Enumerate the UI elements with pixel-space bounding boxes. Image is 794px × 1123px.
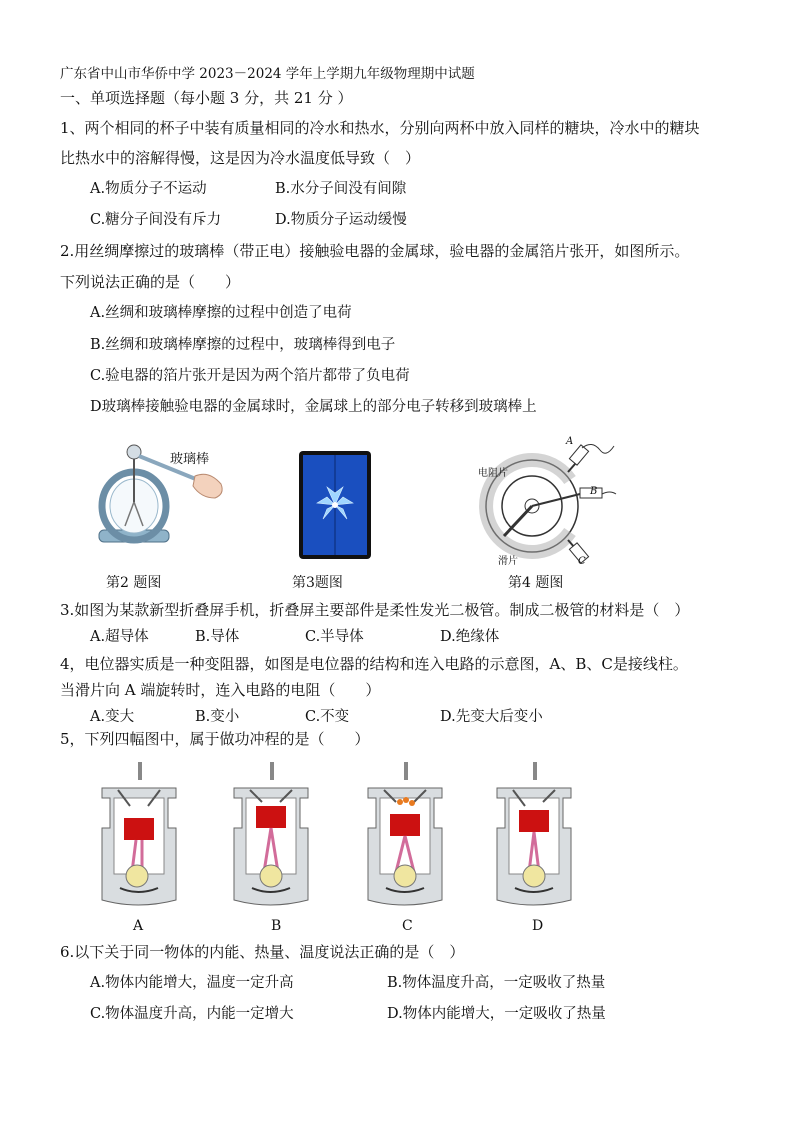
q1-stem-line2: 比热水中的溶解得慢，这是因为冷水温度低导致（ ） (60, 149, 421, 167)
q6-option-d: D.物体内能增大，一定吸收了热量 (387, 1006, 606, 1022)
section-heading: 一、单项选择题（每小题 3 分，共 21 分 ） (60, 89, 353, 107)
q4-option-c: C.不变 (305, 709, 350, 725)
figure-foldable-phone (297, 449, 373, 561)
q2-stem-line2: 下列说法正确的是（ ） (60, 273, 241, 291)
engine-diagram-c (366, 760, 444, 908)
terminal-c-label: C (578, 556, 586, 567)
q3-option-c: C.半导体 (305, 629, 364, 645)
slider-label: 滑片 (498, 556, 518, 567)
q1-option-b: B.水分子间没有间隙 (275, 181, 407, 197)
q1-option-a: A.物质分子不运动 (90, 181, 207, 197)
q6-option-b: B.物体温度升高，一定吸收了热量 (387, 975, 606, 991)
q4-stem-line1: 4，电位器实质是一种变阻器，如图是电位器的结构和连入电路的示意图，A、B、C是接线柱。 (60, 655, 688, 673)
q2-stem-line1: 2.用丝绸摩擦过的玻璃棒（带正电）接触验电器的金属球，验电器的金属箔片张开，如图所示。 (60, 242, 690, 260)
figure-potentiometer (470, 428, 620, 568)
q4-stem-line2: 当滑片向 A 端旋转时，连入电路的电阻（ ） (60, 681, 381, 699)
q4-option-b: B.变小 (195, 709, 240, 725)
caption-fig2: 第2 题图 (106, 575, 162, 591)
q6-option-a: A.物体内能增大，温度一定升高 (90, 975, 294, 991)
q6-option-c: C.物体温度升高，内能一定增大 (90, 1006, 294, 1022)
terminal-b-label: B (590, 486, 598, 497)
resistor-sheet-label: 电阻片 (478, 468, 508, 479)
q1-option-d: D.物质分子运动缓慢 (275, 212, 407, 228)
q1-stem-line1: 1、两个相同的杯子中装有质量相同的冷水和热水，分别向两杯中放入同样的糖块，冷水中的糖块 (60, 119, 700, 137)
q3-stem: 3.如图为某款新型折叠屏手机，折叠屏主要部件是柔性发光二极管。制成二极管的材料是（ ） (60, 601, 690, 619)
engine-label-b: B (271, 918, 282, 934)
q3-option-d: D.绝缘体 (440, 629, 500, 645)
engine-label-c: C (402, 918, 413, 934)
engine-diagram-b (232, 760, 310, 908)
q2-option-c: C.验电器的箔片张开是因为两个箔片都带了负电荷 (90, 368, 410, 384)
q2-option-d: D玻璃棒接触验电器的金属球时，金属球上的部分电子转移到玻璃棒上 (90, 399, 537, 415)
engine-diagram-d (495, 760, 573, 908)
q6-stem: 6.以下关于同一物体的内能、热量、温度说法正确的是（ ） (60, 943, 465, 961)
engine-diagram-a (100, 760, 178, 908)
q4-option-a: A.变大 (90, 709, 135, 725)
engine-label-a: A (133, 918, 144, 934)
glass-rod-label: 玻璃棒 (170, 452, 210, 467)
q2-option-a: A.丝绸和玻璃棒摩擦的过程中创造了电荷 (90, 305, 352, 321)
q1-option-c: C.糖分子间没有斥力 (90, 212, 222, 228)
q4-option-d: D.先变大后变小 (440, 709, 543, 725)
q2-option-b: B.丝绸和玻璃棒摩擦的过程中，玻璃棒得到电子 (90, 337, 396, 353)
q3-option-b: B.导体 (195, 629, 240, 645)
caption-fig3: 第3题图 (292, 575, 343, 591)
caption-fig4: 第4 题图 (508, 575, 564, 591)
figure-electroscope (95, 438, 235, 566)
exam-title: 广东省中山市华侨中学 2023－2024 学年上学期九年级物理期中试题 (60, 66, 475, 82)
q5-stem: 5，下列四幅图中，属于做功冲程的是（ ） (60, 730, 370, 748)
q3-option-a: A.超导体 (90, 629, 149, 645)
engine-label-d: D (532, 918, 544, 934)
terminal-a-label: A (566, 436, 574, 447)
